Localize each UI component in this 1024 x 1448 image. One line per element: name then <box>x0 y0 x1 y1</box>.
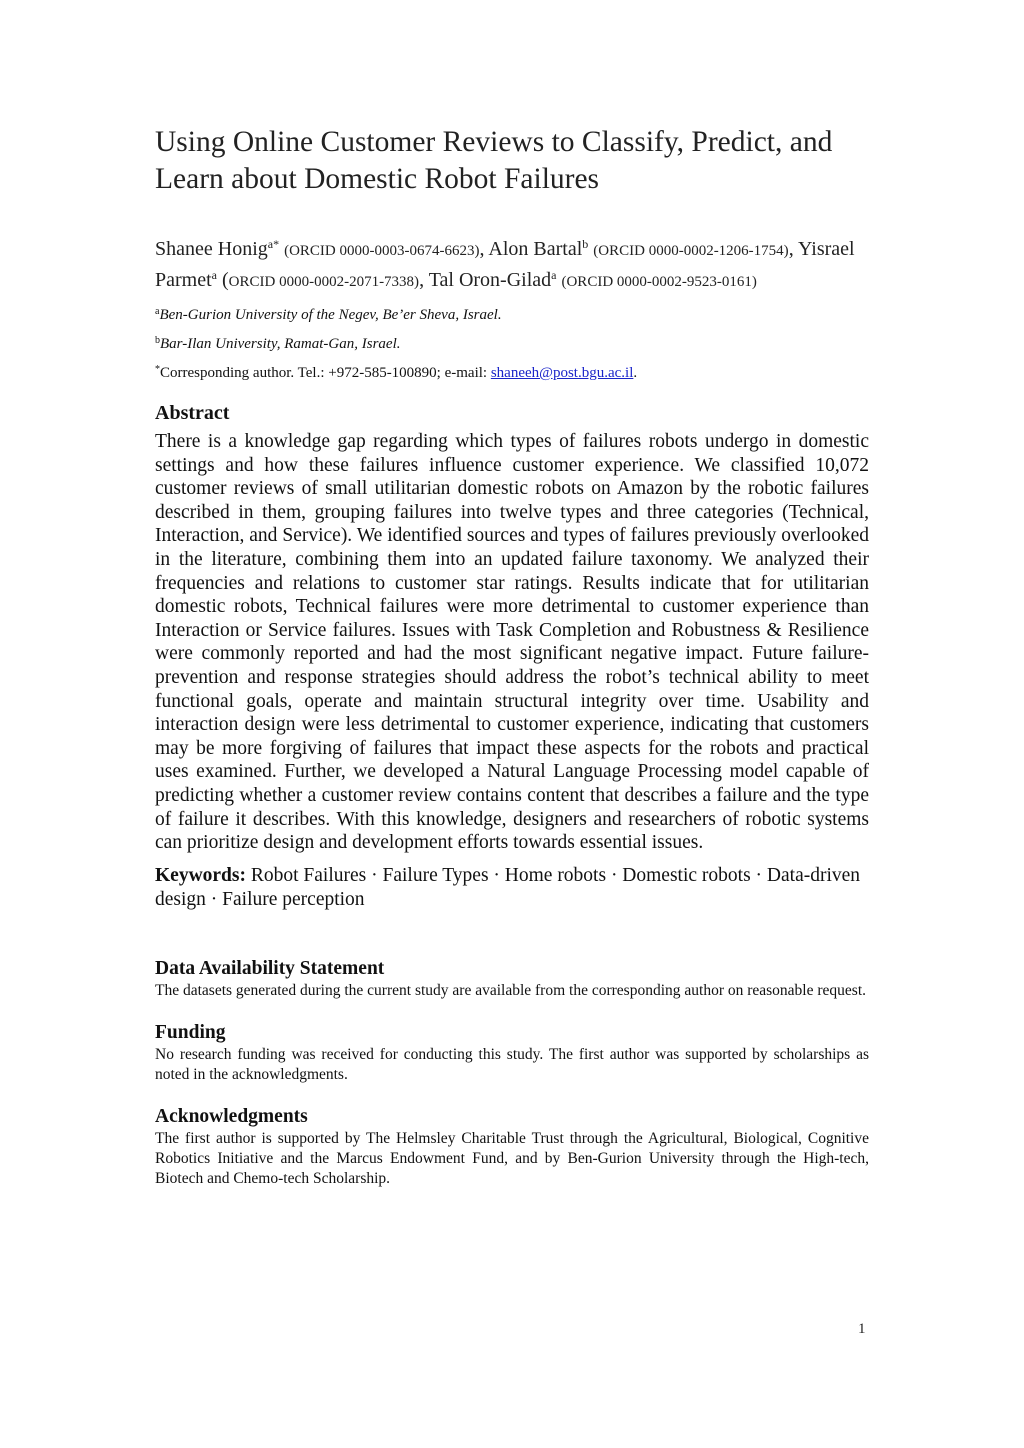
author-affiliation-marker: a <box>551 268 557 282</box>
email-link[interactable]: shaneeh@post.bgu.ac.il <box>490 365 634 381</box>
section-body: No research funding was received for conducting this study. The first author was supported by scholarships as noted in the acknowledgments. <box>155 1045 869 1083</box>
author-name: Shanee Honig <box>155 238 268 260</box>
affiliation <box>155 334 869 354</box>
keywords-label: Keywords: <box>155 864 246 886</box>
author-name: Alon Bartal <box>488 238 583 260</box>
author-affiliation-marker: a <box>211 268 217 282</box>
section-body: The first author is supported by The Helmsley Charitable Trust through the Agricultural, Biological, Cognitive Robotics Initiative and the Marcus Endowment Fund, and by Ben-Gurion University through the High-tech, Biotech and Chemo-tech Scholarship. <box>155 1129 869 1187</box>
section-heading: Acknowledgments <box>155 1105 308 1127</box>
author-orcid: (ORCID 0000-0003-0674-6623) <box>284 243 480 259</box>
affiliation <box>155 305 869 325</box>
affiliation-text: Bar-Ilan University, Ramat-Gan, Israel. <box>160 336 401 352</box>
affiliation-text: Ben-Gurion University of the Negev, Be’er Sheva, Israel. <box>159 307 502 323</box>
author-affiliation-marker: b <box>582 237 589 251</box>
author-name: Tal Oron-Gilad <box>428 269 552 291</box>
section-heading: Funding <box>155 1021 226 1043</box>
paper-page <box>155 124 869 1189</box>
keywords-list: Robot Failures · Failure Types · Home robots · Domestic robots · Data-driven design · Failure perception <box>155 864 861 910</box>
author-orcid-open: ( <box>221 269 229 291</box>
section-heading: Data Availability Statement <box>155 957 385 979</box>
author-orcid: (ORCID 0000-0002-1206-1754) <box>593 243 789 259</box>
title-line-2: Learn about Domestic Robot Failures <box>155 163 600 195</box>
corresponding-end: . <box>633 365 638 381</box>
corresponding-marker: * <box>155 364 160 375</box>
author-orcid: (ORCID 0000-0002-9523-0161) <box>561 274 757 290</box>
paper-title <box>155 124 869 198</box>
section-body: The datasets generated during the current study are available from the corresponding author on reasonable request. <box>155 981 867 999</box>
keywords <box>155 864 869 912</box>
funding-section <box>155 1021 869 1085</box>
author-orcid: ORCID 0000-0002-2071-7338) <box>228 274 420 290</box>
author-list: Shanee Honig$^{a*}$ (ORCID 0000-0003-0674-6623), Alon Bartal$^b$ (ORCID 0000-0002-1206-1754), Yisrael Parmet$^a$ (ORCID 0000-0002-2071-7338), Tal Oron-Gilad$^a$ (ORCID 0000-0002-9523-0161) <box>155 237 855 291</box>
abstract-heading: Abstract <box>155 402 230 424</box>
affiliation-marker: a <box>155 306 160 317</box>
acknowledgments-section <box>155 1105 869 1189</box>
affiliation-marker: b <box>155 335 160 346</box>
corresponding-text: Corresponding author. Tel.: +972-585-100890; e-mail: <box>160 365 491 381</box>
author-affiliation-marker: a* <box>267 237 280 251</box>
corresponding-author <box>155 363 869 383</box>
abstract-text: There is a knowledge gap regarding which types of failures robots undergo in domestic settings and how these failures influence customer experience. We classified 10,072 customer reviews of small utilitarian domestic robots on Amazon by the robotic failures described in them, grouping failures into twelve types and three categories (Technical, Interaction, and Service). We identified sources and types of failures previously overlooked in the literature, combining them into an updated failure taxonomy. We analyzed their frequencies and relations to customer star ratings. Results indicate that for utilitarian domestic robots, Technical failures were more detrimental to customer experience than Interaction or Service failures. Issues with Task Completion and Robustness & Resilience were commonly reported and had the most significant negative impact. Future failure-prevention and response strategies should address the robot’s technical ability to meet functional goals, operate and maintain structural integrity over time. Usability and interaction design were less detrimental to customer experience, indicating that customers may be more forgiving of failures that impact these aspects for the robots and practical uses examined. Further, we developed a Natural Language Processing model capable of predicting whether a customer review contains content that describes a failure and the type of failure it describes. With this knowledge, designers and researchers of robotic systems can prioritize design and development efforts towards essential issues. <box>155 431 869 854</box>
page-number: 1 <box>858 1321 866 1337</box>
title-line-1: Using Online Customer Reviews to Classify, Predict, and <box>155 126 833 158</box>
data-availability-section <box>155 957 869 1001</box>
author-name: Yisrael Parmet <box>155 238 855 291</box>
